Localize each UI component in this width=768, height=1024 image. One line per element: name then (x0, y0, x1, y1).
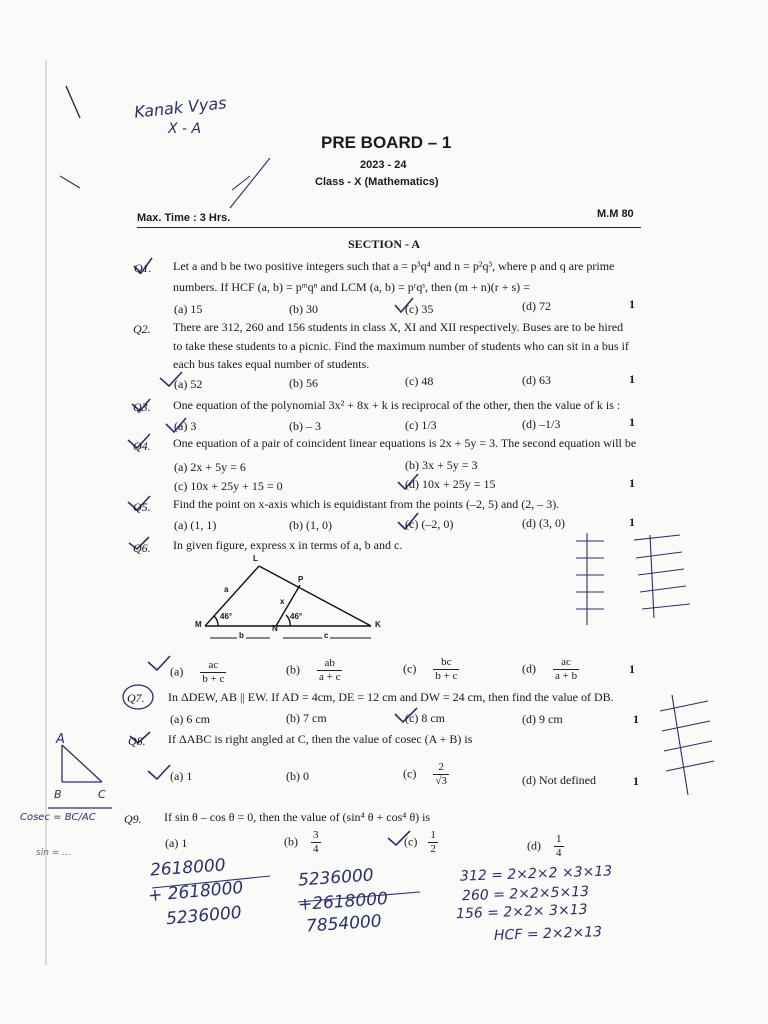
option-c: (c) 48 (405, 374, 434, 388)
marks: 1 (629, 372, 635, 386)
side-note: Cosec = BC/AC (20, 812, 96, 823)
marks: 1 (629, 297, 635, 311)
option-b: (b) 30 (289, 302, 318, 316)
question-text: One equation of the polynomial 3x² + 8x + k is reciprocal of the other, then the value of k is : (173, 398, 621, 412)
triangle-figure (205, 566, 371, 638)
triangle-label-a: A (56, 732, 65, 747)
option-c: (c) 1/3 (405, 418, 437, 432)
option-b: (b) (1, 0) (289, 518, 332, 532)
option-b: (b) $\frac{3}{4}$ (284, 829, 319, 855)
handwritten-sum-2: 5236000 (297, 865, 375, 891)
option-c: (c) $\frac{1}{2}$ (404, 829, 436, 855)
option-a: (a) $\frac{ac}{b + c}$ (170, 659, 225, 685)
option-a: (a) 3 (174, 419, 197, 433)
angle-label-M: 46° (220, 612, 233, 621)
label-K: K (375, 620, 381, 629)
question-number: Q4. (133, 439, 151, 453)
option-d: (d) Not defined (522, 773, 596, 787)
label-c: c (324, 631, 329, 640)
option-b: (b) 56 (289, 376, 318, 390)
marks: 1 (629, 515, 635, 529)
option-d: (d) (3, 0) (522, 516, 565, 530)
handwritten-factor: 156 = 2×2× 3×13 (455, 901, 588, 923)
question-text: If sin θ – cos θ = 0, then the value of (sin⁴ θ + cos⁴ θ) is (164, 810, 431, 824)
label-N: N (272, 624, 278, 633)
option-a: (a) 1 (165, 836, 188, 850)
handwritten-sum-2: +2618000 (297, 888, 389, 916)
marks: 1 (629, 476, 635, 490)
question-number: Q8. (128, 734, 146, 748)
question-text: In given figure, express x in terms of a, b and c. (173, 538, 403, 552)
question-text: each bus takes equal number of students. (173, 357, 370, 371)
option-b: (b) – 3 (289, 419, 321, 433)
option-a: (a) 15 (174, 302, 203, 316)
option-a: (a) (1, 1) (174, 518, 217, 532)
handwritten-factor: HCF = 2×2×13 (493, 924, 603, 944)
max-marks: M.M 80 (597, 208, 634, 220)
option-c: (c) (–2, 0) (405, 517, 454, 531)
option-c: (c) $\frac{2}{√3}$ (403, 761, 447, 787)
option-d: (d) 9 cm (522, 712, 563, 726)
marks: 1 (633, 774, 639, 788)
question-number: Q6. (133, 541, 151, 555)
label-M: M (195, 620, 202, 629)
option-b: (b) 7 cm (286, 711, 327, 725)
question-number: Q1. (134, 261, 152, 275)
label-a: a (224, 585, 229, 594)
option-d: (d) 72 (522, 299, 551, 313)
question-text: One equation of a pair of coincident linear equations is 2x + 5y = 3. The second equation will be (173, 436, 637, 450)
option-d: (d) 63 (522, 373, 551, 387)
paper-title: PRE BOARD – 1 (321, 133, 452, 152)
question-text: numbers. If HCF (a, b) = pᵐqⁿ and LCM (a, b) = pʳqˢ, then (m + n)(r + s) = (173, 280, 530, 294)
angle-label-N: 46° (290, 612, 303, 621)
option-a: (a) 1 (170, 769, 193, 783)
question-text: There are 312, 260 and 156 students in class X, XI and XII respectively. Buses are to be hired (173, 320, 624, 334)
question-text: If ΔABC is right angled at C, then the value of cosec (A + B) is (168, 732, 473, 746)
label-P: P (298, 575, 304, 584)
question-number: Q5. (133, 500, 151, 514)
side-note: sin = ... (36, 848, 71, 858)
option-c: (c) 8 cm (405, 711, 445, 725)
option-a: (a) 2x + 5y = 6 (174, 460, 246, 474)
option-d: (d) –1/3 (522, 417, 561, 431)
triangle-label-c: C (98, 788, 106, 801)
paper-class: Class - X (Mathematics) (315, 176, 439, 188)
label-x: x (280, 597, 285, 606)
question-text: Let a and b be two positive integers such that a = p³q⁴ and n = p²q³, where p and q are prime (173, 259, 615, 273)
option-b: (b) $\frac{ab}{a + c}$ (286, 657, 341, 683)
option-c: (c) $\frac{bc}{b + c}$ (403, 656, 458, 682)
handwritten-sum-1: 2618000 (149, 855, 227, 881)
option-d: (d) $\frac{1}{4}$ (527, 833, 562, 859)
question-text: to take these students to a picnic. Find the maximum number of students who can sit in a bus if (173, 339, 629, 353)
label-b: b (239, 631, 244, 640)
handwritten-factor: 312 = 2×2×2 ×3×13 (459, 863, 613, 885)
option-d: (d) $\frac{ac}{a + b}$ (522, 656, 578, 682)
handwritten-sum-1: + 2618000 (147, 877, 245, 907)
student-class: X - A (168, 121, 202, 137)
option-a: (a) 52 (174, 377, 203, 391)
student-name: Kanak Vyas (133, 93, 228, 122)
option-b: (b) 3x + 5y = 3 (405, 458, 478, 472)
question-number: Q9. (124, 812, 142, 826)
option-d: (d) 10x + 25y = 15 (405, 477, 496, 491)
option-b: (b) 0 (286, 769, 309, 783)
option-a: (a) 6 cm (170, 712, 210, 726)
question-text: Find the point on x-axis which is equidistant from the points (–2, 5) and (2, – 3). (173, 497, 560, 511)
question-text: In ΔDEW, AB || EW. If AD = 4cm, DE = 12 cm and DW = 24 cm, then find the value of DB. (168, 690, 614, 704)
option-c: (c) 10x + 25y + 15 = 0 (174, 479, 283, 493)
option-c: (c) 35 (405, 302, 434, 316)
marks: 1 (633, 712, 639, 726)
triangle-label-b: B (54, 788, 62, 801)
marks: 1 (629, 415, 635, 429)
question-number: Q7. (127, 691, 145, 705)
max-time: Max. Time : 3 Hrs. (137, 212, 231, 224)
marks: 1 (629, 662, 635, 676)
question-number: Q2. (133, 322, 151, 336)
question-number: Q3. (133, 400, 151, 414)
handwritten-sum-2: 7854000 (305, 911, 383, 937)
handwritten-factor: 260 = 2×2×5×13 (461, 883, 590, 905)
paper-year: 2023 - 24 (360, 159, 407, 171)
label-L: L (253, 554, 258, 563)
header-rule (137, 227, 641, 228)
section-heading: SECTION - A (348, 237, 421, 251)
handwritten-sum-1: 5236000 (165, 902, 243, 930)
